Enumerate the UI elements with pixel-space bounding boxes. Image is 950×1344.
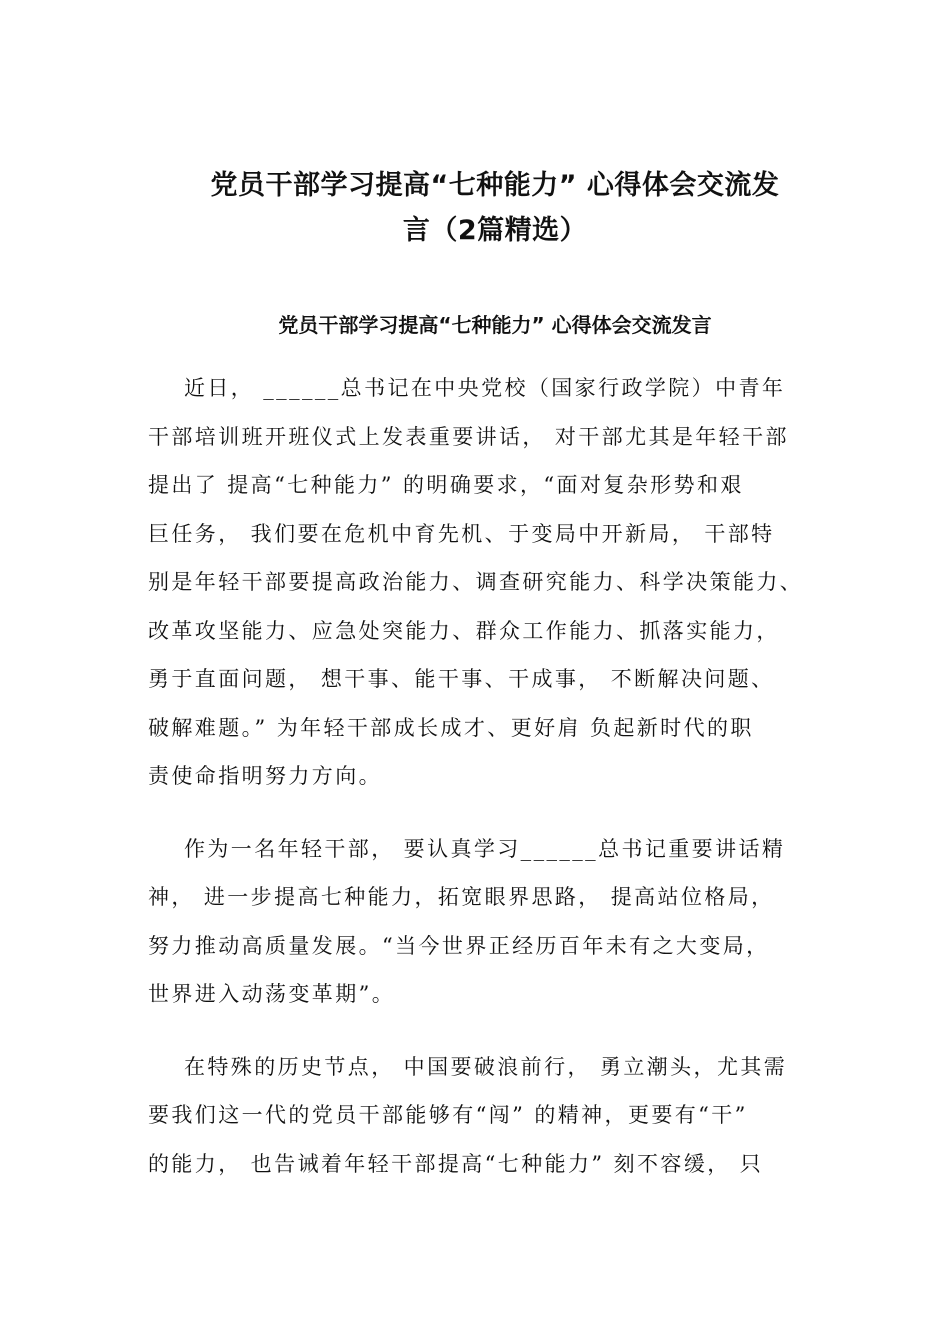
paragraph-1 bbox=[148, 364, 818, 801]
text-line: 要我们这一代的党员干部能够有“闯” 的精神，更要有“干” bbox=[148, 1103, 748, 1127]
section-heading: 党员干部学习提高“七种能力” 心得体会交流发言 bbox=[278, 313, 712, 337]
document-title-line: 言（2篇精选） bbox=[402, 215, 588, 246]
document-title-line: 党员干部学习提高“七种能力” 心得体会交流发 bbox=[210, 170, 780, 201]
document-title bbox=[150, 163, 840, 253]
text-line: 神， 进一步提高七种能力，拓宽眼界思路， 提高站位格局， bbox=[148, 885, 775, 909]
text-line: 别是年轻干部要提高政治能力、调查研究能力、科学决策能力、 bbox=[148, 570, 804, 594]
text-line: 破解难题。” 为年轻干部成长成才、更好肩 负起新时代的职 bbox=[148, 715, 754, 740]
text-line: 作为一名年轻干部， 要认真学习______总书记重要讲话精 bbox=[184, 836, 786, 861]
text-line: 在特殊的历史节点， 中国要破浪前行， 勇立潮头，尤其需 bbox=[184, 1054, 788, 1079]
text-line: 提出了 提高“七种能力” 的明确要求，“面对复杂形势和艰 bbox=[148, 473, 744, 497]
text-line: 责使命指明努力方向。 bbox=[148, 764, 382, 788]
paragraph-3 bbox=[148, 1043, 818, 1189]
document-body bbox=[148, 364, 818, 1212]
paragraph-2 bbox=[148, 825, 818, 1019]
text-line: 勇于直面问题， 想干事、能干事、干成事， 不断解决问题、 bbox=[148, 667, 775, 691]
text-line: 近日， ______总书记在中央党校（国家行政学院）中青年 bbox=[184, 376, 786, 400]
text-line: 世界进入动荡变革期”。 bbox=[148, 982, 396, 1006]
text-line: 巨任务， 我们要在危机中育先机、于变局中开新局， 干部特 bbox=[148, 521, 775, 546]
text-line: 改革攻坚能力、应急处突能力、群众工作能力、抓落实能力， bbox=[148, 618, 780, 643]
text-line: 干部培训班开班仪式上发表重要讲话， 对干部尤其是年轻干部 bbox=[148, 424, 789, 449]
text-line: 努力推动高质量发展。“当今世界正经历百年未有之大变局， bbox=[148, 933, 770, 958]
text-line: 的能力， 也告诫着年轻干部提高“七种能力” 刻不容缓， 只 bbox=[148, 1151, 764, 1176]
